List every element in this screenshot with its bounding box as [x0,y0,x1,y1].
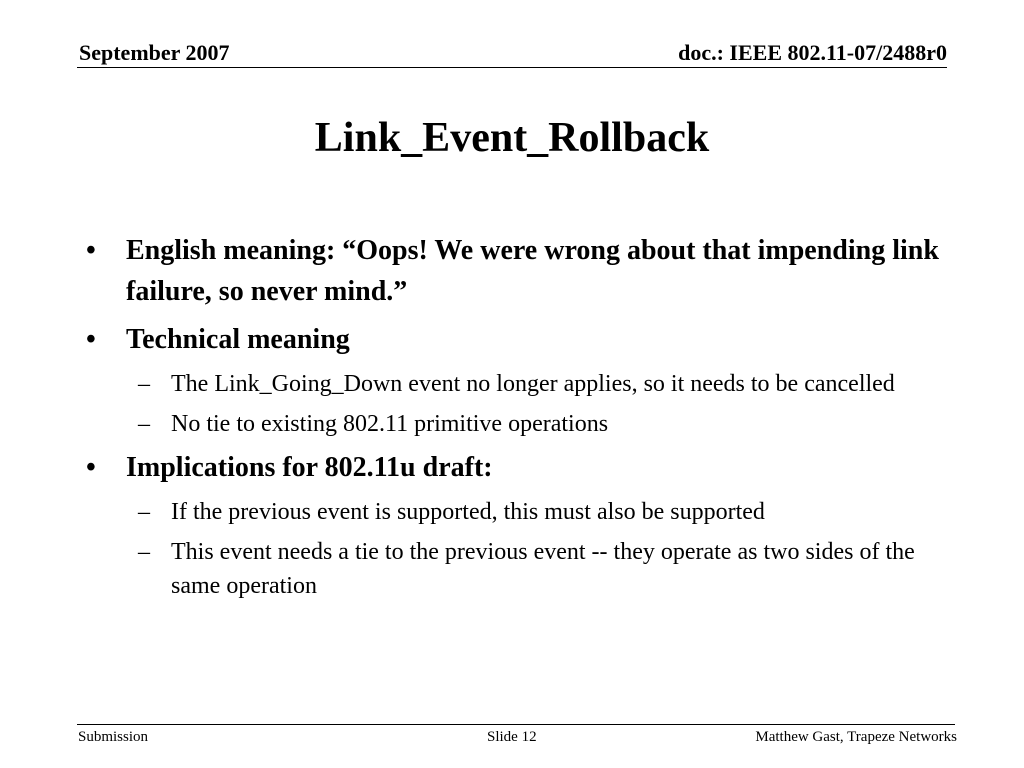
slide-title: Link_Event_Rollback [314,115,710,161]
bullet-technical-meaning [84,319,944,360]
bullet-dash-icon: – [138,539,150,565]
bullet-dash-icon: – [138,499,150,525]
bullet-dot-icon: • [86,235,96,266]
bullet-text: Implications for 802.11u draft: [126,452,493,483]
footer-slide-number: Slide 12 [487,729,537,745]
footer-rule [77,724,955,725]
header-rule [77,67,947,68]
header-doc-id: doc.: IEEE 802.11-07/2488r0 [678,40,947,65]
sub-bullet-text: No tie to existing 802.11 primitive operations [171,411,609,437]
bullet-dash-icon: – [138,371,150,397]
bullet-text: Technical meaning [126,324,350,355]
bullet-dash-icon: – [138,411,150,437]
bullet-english-meaning [84,230,944,312]
sub-bullet-link-going-down [84,367,944,401]
slide-body [84,230,944,609]
sub-bullet-text: This event needs a tie to the previous event -- they operate as two sides of the same operation [171,539,915,599]
bullet-dot-icon: • [86,452,96,483]
sub-bullet-tie-to-previous [84,535,944,603]
bullet-dot-icon: • [86,324,96,355]
sub-bullet-text: The Link_Going_Down event no longer applies, so it needs to be cancelled [171,371,895,397]
sub-bullet-no-tie [84,407,944,441]
footer-author: Matthew Gast, Trapeze Networks [755,729,957,745]
sub-bullet-text: If the previous event is supported, this must also be supported [171,499,765,525]
bullet-implications [84,447,944,488]
footer-submission: Submission [78,729,149,745]
header-date: September 2007 [79,40,230,65]
sub-bullet-previous-event-supported [84,495,944,529]
bullet-text: English meaning: “Oops! We were wrong about that impending link failure, so never mind.” [126,235,939,307]
